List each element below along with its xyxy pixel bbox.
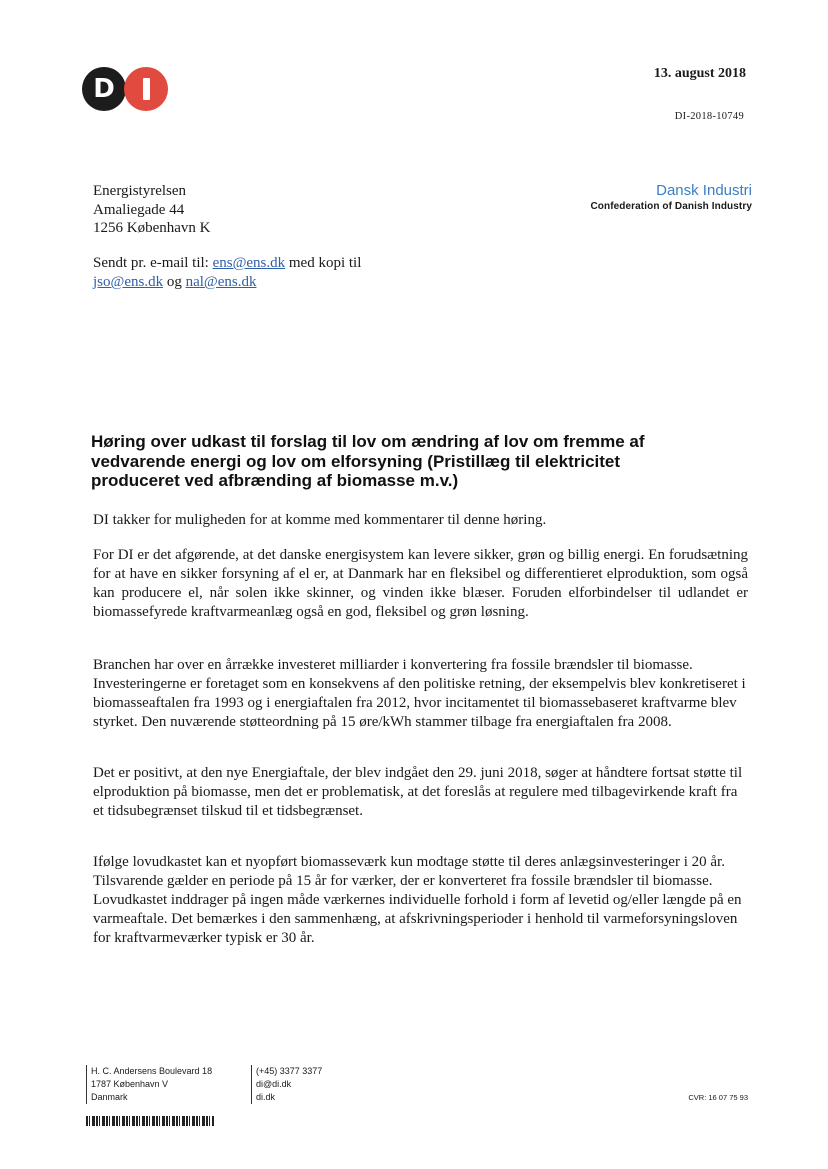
paragraph-2 [93, 546, 748, 622]
brand-tagline: Confederation of Danish Industry [590, 201, 752, 212]
recipient-line: Amaliegade 44 [93, 201, 185, 218]
di-logo [82, 67, 168, 111]
recipient-line: 1256 København K [93, 220, 211, 236]
footer-contact [251, 1065, 322, 1104]
paragraph-text: Det er positivt, at den nye Energiaftale, der blev indgået den 29. juni 2018, søger at håndtere fortsat støtte til elproduktion på biomasse, men det er problematisk, at det foreslås at regulere med tilbagevirkende kraft fra et tidsubegrænset tilskud til et tidsbegrænset. [93, 765, 743, 819]
logo-letter-d: D [93, 74, 115, 104]
footer-phone: (+45) 3377 3377 [256, 1066, 323, 1076]
email-link-jso[interactable]: jso@ens.dk [93, 274, 164, 290]
reference-number: DI-2018-10749 [674, 111, 744, 122]
paragraph-3 [93, 656, 748, 732]
brand-name: Dansk Industri [656, 182, 752, 199]
letter-date: 13. august 2018 [653, 66, 746, 81]
recipient-line: Energistyrelsen [93, 183, 187, 199]
document-barcode [86, 1116, 214, 1126]
footer-address [86, 1065, 212, 1104]
paragraph-5 [93, 853, 748, 948]
paragraph-text: Ifølge lovudkastet kan et nyopført biomasseværk kun modtage støtte til deres anlægsinvesteringer i 20 år. Tilsvarende gælder en periode på 15 år for værker, der er konverteret fra fossile brændsler til biomasse. Lovudkastet inddrager på ingen måde værkernes individuelle forhold i form af levetid og/eller længde på en varmeaftale. Det bemærkes i den sammenhæng, at afskrivningsperioder i henhold til varmeforsyningsloven for kraftvarmeværker typisk er 30 år. [93, 854, 742, 946]
footer-website: di.dk [256, 1092, 276, 1102]
footer-email: di@di.dk [256, 1079, 292, 1089]
email-link-ens[interactable]: ens@ens.dk [212, 255, 286, 271]
document-title: Høring over udkast til forslag til lov om ændring af lov om fremme af vedvarende energi og lov om elforsyning (Pristillæg til elektricitet produceret ved afbrænding af biomasse m.v.) [91, 432, 645, 490]
logo-letter-i [143, 78, 150, 100]
email-link-nal[interactable]: nal@ens.dk [185, 274, 257, 290]
paragraph-4 [93, 764, 748, 821]
paragraph-text: DI takker for muligheden for at komme med kommentarer til denne høring. [93, 512, 547, 528]
logo-i-circle [124, 67, 168, 111]
paragraph-text: Branchen har over en årrække investeret milliarder i konvertering fra fossile brændsler til biomasse. Investeringerne er foretaget som en konsekvens af den politiske retning, der eksempelvis blev konkretiseret i biomasseaftalen fra 1993 og i energiaftalen fra 2012, hvor incitamentet til biomassebaseret kraftvarme blev styrket. Den nuværende støtteordning på 15 øre/kWh stammer tilbage fra energiaftalen fra 2008. [93, 657, 746, 730]
sent-og: og [163, 274, 186, 290]
sent-mid: med kopi til [285, 255, 362, 271]
footer-line: H. C. Andersens Boulevard 18 [91, 1066, 213, 1076]
sent-prefix: Sendt pr. e-mail til: [93, 255, 213, 271]
paragraph-text: For DI er det afgørende, at det danske energisystem kan levere sikker, grøn og billig energi. En forudsætning for at have en sikker forsyning af el er, at Danmark har en fleksibel og differentieret elproduktion, som også kan producere el, når solen ikke skinner, og vinden ikke blæser. Foruden elforbindelser til udlandet er biomassefyrede kraftvarmeanlæg også en god, fleksibel og grøn løsning. [93, 547, 748, 620]
footer-line: Danmark [91, 1092, 128, 1102]
paragraph-1 [93, 511, 748, 530]
logo-d-circle [82, 67, 126, 111]
recipient-address [93, 182, 210, 238]
cvr-number: CVR: 16 07 75 93 [688, 1093, 748, 1102]
footer-line: 1787 København V [91, 1079, 169, 1089]
sender-brand [590, 182, 752, 212]
sent-by-email [93, 254, 361, 292]
